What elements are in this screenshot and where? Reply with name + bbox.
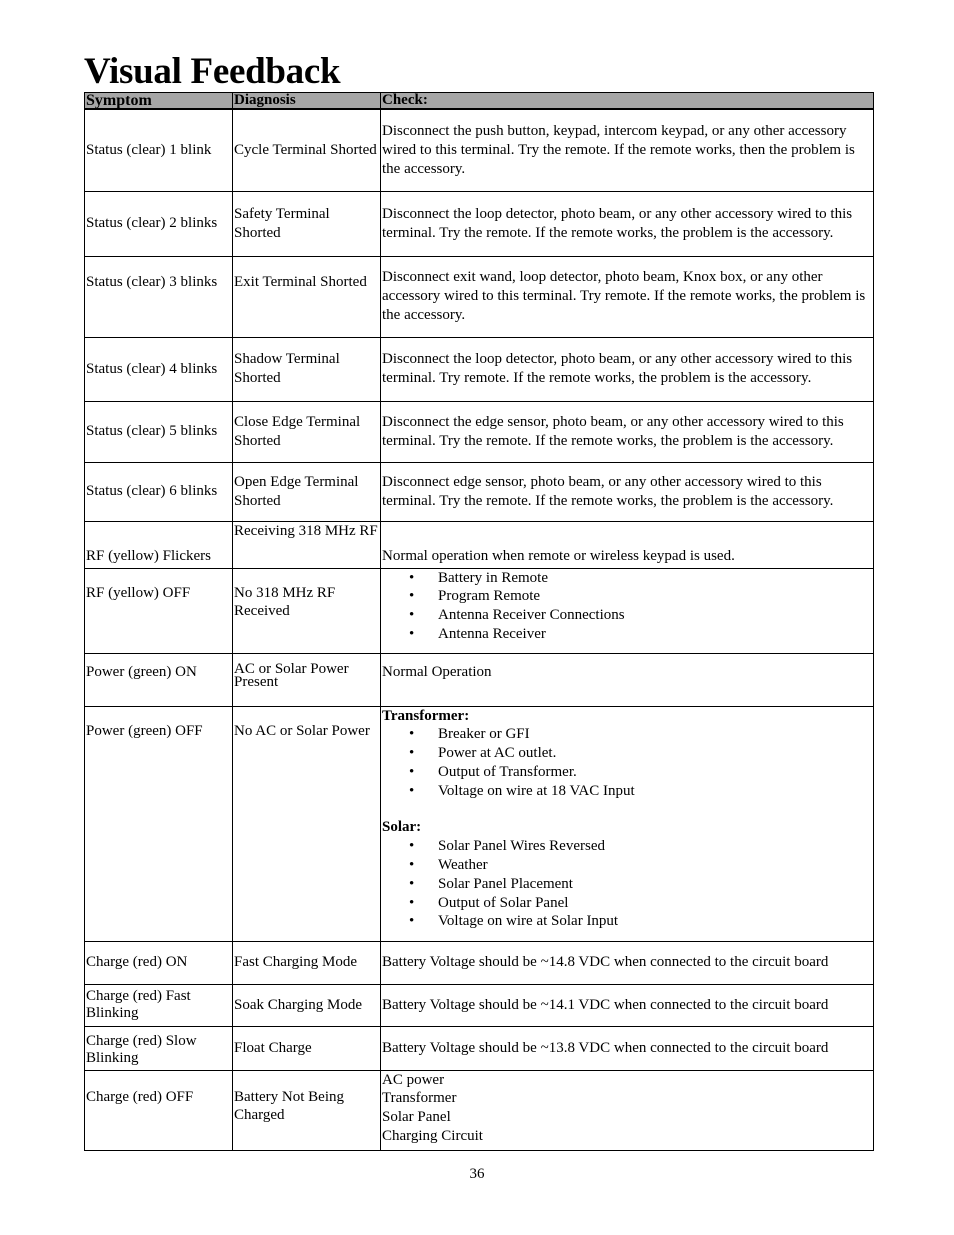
transformer-bullet-list	[382, 725, 873, 800]
bullet-item: • Antenna Receiver Connections	[382, 606, 873, 625]
symptom-cell: Charge (red) Slow Blinking	[85, 1026, 233, 1070]
bullet-item: • Output of Solar Panel	[382, 894, 873, 913]
symptom-cell: Status (clear) 3 blinks	[85, 256, 233, 337]
bullet-item: • Antenna Receiver	[382, 625, 873, 644]
check-line: Charging Circuit	[382, 1127, 483, 1144]
symptom-cell: RF (yellow) OFF	[85, 568, 233, 653]
table-row	[85, 256, 874, 337]
diagnosis-cell: Shadow Terminal Shorted	[233, 337, 381, 401]
check-cell: Battery Voltage should be ~13.8 VDC when connected to the circuit board	[381, 1026, 874, 1070]
table-row	[85, 521, 874, 568]
table-row	[85, 568, 874, 653]
symptom-cell: Charge (red) OFF	[85, 1070, 233, 1150]
diagnosis-cell: Cycle Terminal Shorted	[233, 109, 381, 191]
check-cell: Normal operation when remote or wireless keypad is used.	[381, 521, 874, 568]
table-row	[85, 337, 874, 401]
bullet-item: • Power at AC outlet.	[382, 744, 873, 763]
bullet-item: • Output of Transformer.	[382, 763, 873, 782]
bullet-item: • Program Remote	[382, 587, 873, 606]
bullet-item: • Voltage on wire at Solar Input	[382, 912, 873, 931]
diagnosis-cell: Fast Charging Mode	[233, 941, 381, 984]
diagnosis-cell: Soak Charging Mode	[233, 984, 381, 1026]
check-line: Transformer	[382, 1090, 457, 1107]
symptom-cell: Status (clear) 2 blinks	[85, 191, 233, 256]
diagnosis-cell: Close Edge Terminal Shorted	[233, 401, 381, 462]
check-cell: Normal Operation	[381, 653, 874, 706]
solar-label: Solar:	[382, 819, 422, 836]
header-diagnosis: Diagnosis	[233, 93, 381, 110]
check-cell	[381, 706, 874, 941]
header-check: Check:	[381, 93, 874, 110]
symptom-cell: Power (green) OFF	[85, 706, 233, 941]
table-row	[85, 191, 874, 256]
check-cell: Disconnect the push button, keypad, intercom keypad, or any other accessory wired to this terminal. Try the remote. If the remote works, then the problem is the accessory.	[381, 109, 874, 191]
bullet-item: • Breaker or GFI	[382, 725, 873, 744]
diagnosis-cell: Open Edge Terminal Shorted	[233, 462, 381, 521]
check-cell: Disconnect the edge sensor, photo beam, or any other accessory wired to this terminal. Try the remote. If the remote works, the problem is the accessory.	[381, 401, 874, 462]
diagnosis-cell: No AC or Solar Power	[233, 706, 381, 941]
check-line: Solar Panel	[382, 1109, 451, 1126]
diagnosis-cell: AC or Solar Power Present	[233, 653, 381, 706]
transformer-label: Transformer:	[382, 707, 470, 724]
page-title: Visual Feedback	[84, 51, 341, 92]
check-cell	[381, 568, 874, 653]
bullet-item: • Solar Panel Placement	[382, 875, 873, 894]
check-cell: Disconnect the loop detector, photo beam, or any other accessory wired to this terminal. Try the remote. If the remote works, the problem is the accessory.	[381, 191, 874, 256]
table-row	[85, 401, 874, 462]
table-row	[85, 706, 874, 941]
table-row	[85, 984, 874, 1026]
check-cell: Battery Voltage should be ~14.1 VDC when connected to the circuit board	[381, 984, 874, 1026]
diagnosis-cell: Safety Terminal Shorted	[233, 191, 381, 256]
solar-bullet-list	[382, 837, 873, 931]
bullet-item: • Weather	[382, 856, 873, 875]
visual-feedback-table	[84, 92, 874, 1151]
symptom-cell: Power (green) ON	[85, 653, 233, 706]
table-header-row	[85, 93, 874, 110]
table-row	[85, 653, 874, 706]
page-number: 36	[469, 1166, 485, 1182]
header-symptom: Symptom	[85, 93, 233, 110]
check-cell	[381, 1070, 874, 1150]
check-cell: Disconnect exit wand, loop detector, photo beam, Knox box, or any other accessory wired to this terminal. Try remote. If the remote works, the problem is the accessory.	[381, 256, 874, 337]
table-row	[85, 1070, 874, 1150]
diagnosis-cell: Battery Not Being Charged	[233, 1070, 381, 1150]
table-row	[85, 109, 874, 191]
bullet-item: • Solar Panel Wires Reversed	[382, 837, 873, 856]
symptom-cell: Status (clear) 5 blinks	[85, 401, 233, 462]
table-row	[85, 1026, 874, 1070]
check-bullet-list	[382, 569, 873, 644]
symptom-cell: Charge (red) ON	[85, 941, 233, 984]
check-cell: Disconnect the loop detector, photo beam, or any other accessory wired to this terminal. Try remote. If the remote works, the problem is the accessory.	[381, 337, 874, 401]
check-cell: Battery Voltage should be ~14.8 VDC when connected to the circuit board	[381, 941, 874, 984]
diagnosis-cell: Exit Terminal Shorted	[233, 256, 381, 337]
diagnosis-cell: No 318 MHz RF Received	[233, 568, 381, 653]
diagnosis-cell: Float Charge	[233, 1026, 381, 1070]
check-line: AC power	[382, 1071, 445, 1088]
symptom-cell: Status (clear) 1 blink	[85, 109, 233, 191]
symptom-cell: Charge (red) Fast Blinking	[85, 984, 233, 1026]
symptom-cell: RF (yellow) Flickers	[85, 521, 233, 568]
bullet-item: • Battery in Remote	[382, 569, 873, 588]
symptom-cell: Status (clear) 4 blinks	[85, 337, 233, 401]
bullet-item: • Voltage on wire at 18 VAC Input	[382, 782, 873, 801]
symptom-cell: Status (clear) 6 blinks	[85, 462, 233, 521]
check-cell: Disconnect edge sensor, photo beam, or any other accessory wired to this terminal. Try the remote. If the remote works, the problem is the accessory.	[381, 462, 874, 521]
table-row	[85, 941, 874, 984]
diagnosis-cell: Receiving 318 MHz RF	[233, 521, 381, 568]
table-row	[85, 462, 874, 521]
